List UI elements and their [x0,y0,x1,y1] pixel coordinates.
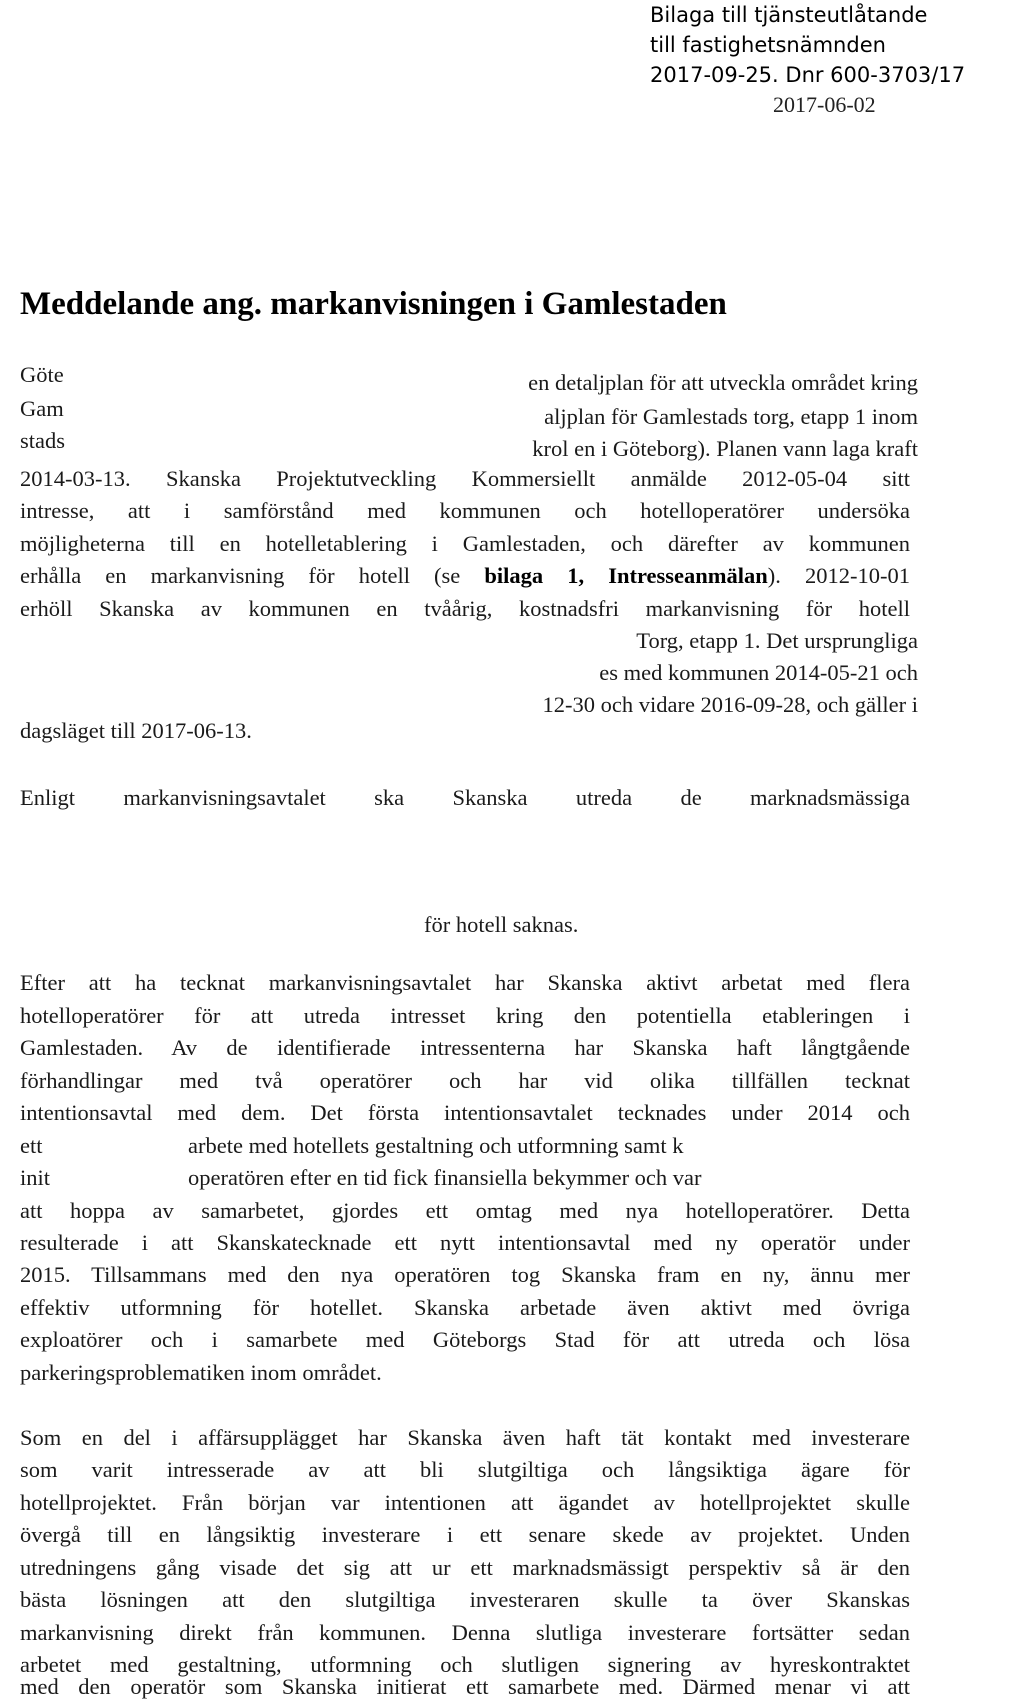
p4-line-8: arbetet med gestaltning, utformning och slutligen signering av hyreskontraktet [20,1652,910,1677]
p3-line-3: Gamlestaden. Av de identifierade intressenterna har Skanska haft långtgående [20,1035,910,1060]
p4-line-4: övergå till en långsiktig investerare i ett senare skede av projektet. Unden [20,1522,910,1547]
p1-fragment-3b: krol en i Göteborg). Planen vann laga kraft [532,436,918,461]
p1-fragment-2a: Gam [20,396,64,421]
p3-line-11: effektiv utformning för hotellet. Skanska arbetade även aktivt med övriga [20,1295,910,1320]
p3-line-4: förhandlingar med två operatörer och har vid olika tillfällen tecknat [20,1068,910,1093]
p1-line-7c: ). 2012-10-01 [767,563,910,588]
p1-line-6: möjligheterna till en hotelletablering i Gamlestaden, och därefter av kommunen [20,531,910,556]
stamp-line-3: 2017-09-25. Dnr 600-3703/17 [650,63,966,87]
p3-line-7b: operatören efter en tid fick finansiella bekymmer och var [188,1165,702,1190]
p4-line-2: som varit intresserade av att bli slutgiltiga och långsiktiga ägare för [20,1457,910,1482]
p2-line-1: Enligt markanvisningsavtalet ska Skanska utreda de marknadsmässiga [20,785,910,810]
attachment-reference: bilaga 1, Intresseanmälan [484,563,768,588]
p2-line-2: för hotell saknas. [424,912,579,937]
p1-line-7a: erhålla en markanvisning för hotell (se [20,563,485,588]
p1-fragment-3a: stads [20,428,65,453]
document-title: Meddelande ang. markanvisningen i Gamlestaden [20,286,727,322]
p1-line-9: Torg, etapp 1. Det ursprungliga [636,628,918,653]
p4-line-5: utredningens gång visade det sig att ur ett marknadsmässigt perspektiv så är den [20,1555,910,1580]
p3-line-6a: ett [20,1133,43,1158]
p3-line-6b: arbete med hotellets gestaltning och utformning samt k [188,1133,684,1158]
p4-line-3: hotellprojektet. Från början var intentionen att ägandet av hotellprojektet skulle [20,1490,910,1515]
p3-line-7a: init [20,1165,51,1190]
p3-line-8: att hoppa av samarbetet, gjordes ett omtag med nya hotelloperatörer. Detta [20,1198,910,1223]
p1-line-11: 12-30 och vidare 2016-09-28, och gäller i [542,692,918,717]
p1-line-12: dagsläget till 2017-06-13. [20,718,252,743]
p1-fragment-1b: en detaljplan för att utveckla området kring [528,370,918,395]
p3-line-12: exploatörer och i samarbete med Göteborgs Stad för att utreda och lösa [20,1327,910,1352]
p3-line-5: intentionsavtal med dem. Det första intentionsavtalet tecknades under 2014 och [20,1100,910,1125]
p1-line-7 [20,563,910,589]
registry-stamp [650,0,965,90]
p3-line-2: hotelloperatörer för att utreda intresset kring den potentiella etableringen i [20,1003,910,1028]
p1-line-8: erhöll Skanska av kommunen en tvåårig, kostnadsfri markanvisning för hotell [20,596,910,621]
p4-line-9: med den operatör som Skanska initierat ett samarbete med. Därmed menar vi att [20,1674,910,1699]
p3-line-13: parkeringsproblematiken inom området. [20,1360,382,1385]
document-date: 2017-06-02 [773,92,876,117]
p4-line-1: Som en del i affärsupplägget har Skanska även haft tät kontakt med investerare [20,1425,910,1450]
p3-line-1: Efter att ha tecknat markanvisningsavtalet har Skanska aktivt arbetat med flera [20,970,910,995]
p3-line-9: resulterade i att Skanskatecknade ett nytt intentionsavtal med ny operatör under [20,1230,910,1255]
stamp-line-2: till fastighetsnämnden [650,33,886,57]
p3-line-10: 2015. Tillsammans med den nya operatören tog Skanska fram en ny, ännu mer [20,1262,910,1287]
p1-fragment-2b: aljplan för Gamlestads torg, etapp 1 inom [544,404,918,429]
p1-line-5: intresse, att i samförstånd med kommunen och hotelloperatörer undersöka [20,498,910,523]
stamp-line-1: Bilaga till tjänsteutlåtande [650,3,928,27]
p1-line-10: es med kommunen 2014-05-21 och [599,660,918,685]
p1-fragment-1a: Göte [20,362,64,387]
p1-line-4: 2014-03-13. Skanska Projektutveckling Kommersiellt anmälde 2012-05-04 sitt [20,466,910,491]
p4-line-6: bästa lösningen att den slutgiltiga investeraren skulle ta över Skanskas [20,1587,910,1612]
p4-line-7: markanvisning direkt från kommunen. Denna slutliga investerare fortsätter sedan [20,1620,910,1645]
